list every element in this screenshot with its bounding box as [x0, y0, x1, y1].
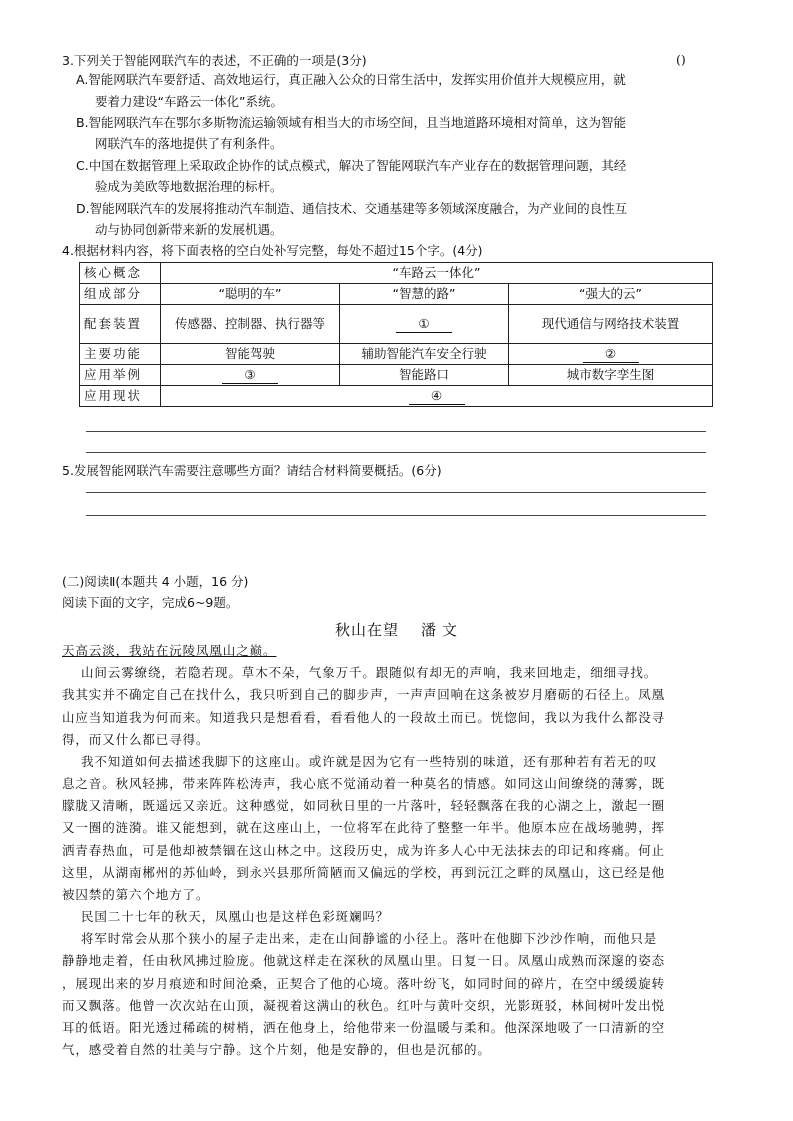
blank-3[interactable]: ③ — [222, 367, 278, 384]
question-4-stem: 4.根据材料内容，将下面表格的空白处补写完整，每处不超过15个字。(4分) — [62, 243, 483, 258]
section-instruction: 阅读下面的文字，完成6~9题。 — [62, 595, 239, 610]
table-cell: 主要功能 — [80, 344, 161, 365]
passage-line: 朦胧又清晰，既遥远又亲近。这种感觉，如同秋日里的一片落叶，轻轻飘落在我的心湖之上，激起一圈 — [62, 798, 666, 813]
passage-title: 秋山在望 — [335, 621, 400, 639]
passage-line: 这里，从湖南郴州的苏仙岭，到永兴县那所简陋而又偏远的学校，再到沅江之畔的凤凰山，这已经是他 — [62, 865, 666, 880]
table-cell: 配套装置 — [80, 305, 161, 344]
table-row — [80, 344, 713, 365]
table-cell — [161, 386, 713, 407]
option-a-line2: 要着力建设“车路云一体化”系统。 — [95, 94, 283, 109]
option-d-line1: D.智能网联汽车的发展将推动汽车制造、通信技术、交通基建等多领域深度融合，为产业间的良性互 — [76, 201, 628, 216]
passage-line: 耳的低语。阳光透过稀疏的树梢，洒在他身上，给他带来一份温暖与柔和。他深深地吸了一口清新的空 — [62, 1020, 666, 1035]
blank-4[interactable]: ④ — [409, 388, 465, 405]
table-cell: 组成部分 — [80, 284, 161, 305]
passage-line: 山应当知道我为何而来。知道我只是想看看，看看他人的一段故土而已。恍惚间，我以为我什么都没寻 — [62, 710, 666, 725]
passage-line: 而又飘落。他曾一次次站在山顶，凝视着这满山的秋色。红叶与黄叶交织，光影斑驳，林间树叶发出悦 — [62, 998, 666, 1013]
question-5-stem: 5.发展智能网联汽车需要注意哪些方面？请结合材料简要概括。(6分) — [62, 463, 442, 478]
passage-line: ，展现出来的岁月痕迹和时间沧桑，正契合了他的心境。落叶纷飞，如同时间的碎片，在空中缓缓旋转 — [62, 976, 666, 991]
table-cell: “车路云一体化” — [161, 263, 713, 284]
question-3-stem: 3.下列关于智能网联汽车的表述，不正确的一项是(3分) — [62, 53, 367, 68]
table-cell: 应用现状 — [80, 386, 161, 407]
answer-line[interactable] — [86, 492, 706, 493]
option-c-line2: 验成为美欧等地数据治理的标杆。 — [95, 179, 283, 194]
option-b-line2: 网联汽车的落地提供了有利条件。 — [95, 136, 283, 151]
table-cell: 辅助智能汽车安全行驶 — [340, 344, 509, 365]
passage-author: 潘文 — [421, 621, 464, 639]
passage-line: 气，感受着自然的壮美与宁静。这个片刻，他是安静的，但也是沉郁的。 — [62, 1042, 491, 1057]
passage-line: 天高云淡，我站在沅陵凤凰山之巅。 — [62, 643, 277, 658]
table-cell: “智慧的路” — [340, 284, 509, 305]
passage-line: 我不知道如何去描述我脚下的这座山。或许就是因为它有一些特别的味道，还有那种若有若无的叹 — [81, 754, 658, 769]
option-a-line1: A.智能网联汽车要舒适、高效地运行，真正融入公众的日常生活中，发挥实用价值并大规模应用，就 — [76, 72, 626, 87]
table-row — [80, 386, 713, 407]
passage-line: 山间云雾缭绕，若隐若现。草木不朵，气象万千。跟随似有却无的声响，我来回地走，细细寻找。 — [81, 665, 658, 680]
answer-line[interactable] — [86, 515, 706, 516]
table-cell: “聪明的车” — [161, 284, 340, 305]
answer-line[interactable] — [86, 452, 706, 453]
option-d-line2: 动与协同创新带来新的发展机遇。 — [95, 222, 283, 237]
passage-line: 得，而又什么都已寻得。 — [62, 732, 210, 747]
table-cell: 核心概念 — [80, 263, 161, 284]
passage-line: 被囚禁的第六个地方了。 — [62, 887, 210, 902]
blank-2[interactable]: ② — [583, 346, 639, 363]
table-cell: 城市数字孪生图 — [509, 365, 713, 386]
blank-1[interactable]: ① — [396, 316, 452, 333]
answer-line[interactable] — [86, 431, 706, 432]
table-row — [80, 263, 713, 284]
table-row — [80, 305, 713, 344]
option-b-line1: B.智能网联汽车在鄂尔多斯物流运输领域有相当大的市场空间，且当地道路环境相对简单，这为智能 — [76, 115, 627, 130]
passage-line: 静静地走着，任由秋风拂过脸庞。他就这样走在深秋的凤凰山里。日复一日。凤凰山成熟而深邃的姿态 — [62, 953, 666, 968]
table-cell — [340, 305, 509, 344]
passage-line: 又一圈的涟漪。谁又能想到，就在这座山上，一位将军在此待了整整一年半。他原本应在战场驰骋，挥 — [62, 820, 666, 835]
table-cell: “强大的云” — [509, 284, 713, 305]
passage-line: 将军时常会从那个狭小的屋子走出来，走在山间静谧的小径上。落叶在他脚下沙沙作响，而他只是 — [81, 931, 658, 946]
table-cell — [161, 365, 340, 386]
table-row — [80, 365, 713, 386]
table-cell: 应用举例 — [80, 365, 161, 386]
section-heading: (二)阅读Ⅱ(本题共 4 小题，16 分) — [62, 574, 249, 589]
table-row — [80, 284, 713, 305]
passage-line: 洒青春热血，可是他却被禁锢在这山林之中。这段历史，成为许多人心中无法抹去的印记和疼痛。何止 — [62, 843, 666, 858]
table-cell: 现代通信与网络技术装置 — [509, 305, 713, 344]
passage-line: 我其实并不确定自己在找什么，我只听到自己的脚步声，一声声回响在这条被岁月磨砺的石径上。凤凰 — [62, 687, 666, 702]
passage-line: 民国二十七年的秋天，凤凰山也是这样色彩斑斓吗？ — [81, 909, 390, 924]
table-cell: 传感器、控制器、执行器等 — [161, 305, 340, 344]
fill-table — [79, 262, 713, 407]
answer-paren: () — [676, 52, 686, 67]
table-cell: 智能路口 — [340, 365, 509, 386]
option-c-line1: C.中国在数据管理上采取政企协作的试点模式，解决了智能网联汽车产业存在的数据管理问题，其经 — [76, 158, 627, 173]
table-cell: 智能驾驶 — [161, 344, 340, 365]
passage-line: 息之音。秋风轻拂，带来阵阵松涛声，我心底不觉涌动着一种莫名的情感。如同这山间缭绕的薄雾，既 — [62, 776, 666, 791]
table-cell — [509, 344, 713, 365]
